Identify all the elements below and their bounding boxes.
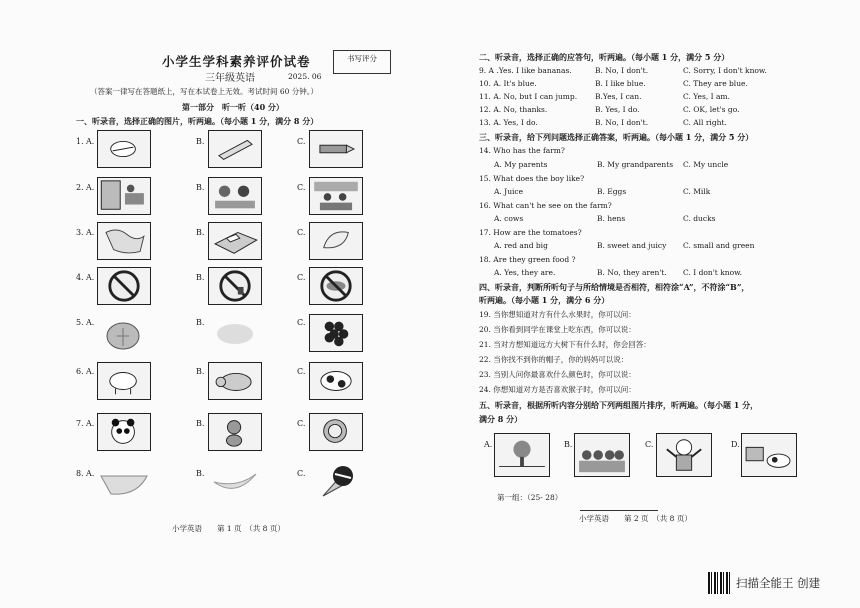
- option-label: A.: [86, 228, 95, 237]
- group-one-label: 第一组：（25- 28）: [497, 493, 563, 502]
- dining-icon: [208, 177, 262, 215]
- option-label: B.: [196, 273, 205, 282]
- crowd-icon: [574, 433, 630, 477]
- section-five-heading: 五、听录音，根据所听内容分别给下列两组图片排序，听两遍。（每小题 1 分，: [479, 400, 759, 410]
- picture-label: B.: [564, 440, 573, 449]
- option-label: B.: [196, 318, 205, 327]
- classroom-icon: [309, 177, 363, 215]
- answer-option: C. Milk: [683, 187, 711, 196]
- answer-option: B. I like blue.: [595, 79, 646, 88]
- tree-icon: [494, 433, 550, 477]
- lion-icon: [309, 413, 363, 451]
- answer-option: B. My grandparents: [597, 160, 674, 169]
- answer-option: A. Juice: [494, 187, 524, 196]
- writing-score-box: 书写评分: [333, 50, 391, 74]
- picture-label: A.: [484, 440, 493, 449]
- question-number: 4.: [76, 273, 84, 282]
- answer-option: C. All right.: [683, 118, 727, 127]
- page-2: [430, 0, 860, 608]
- option-label: A.: [86, 469, 95, 478]
- part-one-heading: 第一部分 听一听（40 分）: [182, 102, 284, 112]
- option-label: C.: [297, 273, 306, 282]
- page-footer: 小学英语 第 2 页 （共 8 页）: [579, 514, 692, 523]
- answer-option: C. My uncle: [683, 160, 729, 169]
- answer-option: C. I don't know.: [683, 268, 742, 277]
- answer-option: 13. A. Yes, I do.: [479, 118, 538, 127]
- no-food-icon: [309, 267, 363, 305]
- sheep-icon: [97, 362, 151, 400]
- option-label: C.: [297, 183, 306, 192]
- banana-icon: [208, 462, 262, 500]
- grapes-icon: [309, 314, 363, 352]
- option-label: C.: [297, 419, 306, 428]
- question-number: 2.: [76, 183, 84, 192]
- pencil-icon: [309, 130, 363, 168]
- answer-option: 12. A. No, thanks.: [479, 105, 548, 114]
- section-five-heading-cont: 满分 8 分）: [479, 414, 523, 424]
- exam-date: 2025. 06: [288, 72, 322, 81]
- section-four-heading: 四、听录音，判断所听句子与所给情境是否相符，相符涂“A”，不符涂“B”，: [479, 282, 750, 292]
- option-label: B.: [196, 419, 205, 428]
- no-noise-icon: [97, 267, 151, 305]
- section-two-heading: 二、听录音，选择正确的应答句，听两遍。（每小题 1 分，满分 5 分）: [479, 52, 730, 62]
- answer-option: 10. A. It's blue.: [479, 79, 537, 88]
- answer-option: 9. A .Yes. I like bananas.: [479, 66, 572, 75]
- question-text: 14. Who has the farm?: [479, 146, 565, 155]
- picture-label: C.: [645, 440, 654, 449]
- situation-item: 20. 当你看到同学在课堂上吃东西，你可以说：: [479, 325, 636, 334]
- answer-option: B. No, I don't.: [595, 66, 649, 75]
- leaf-icon: [309, 222, 363, 260]
- option-label: A.: [86, 318, 95, 327]
- situation-item: 22. 当你找不到你的帽子，你的妈妈可以说：: [479, 355, 629, 364]
- ruler-icon: [208, 130, 262, 168]
- grade-label: 三年级英语: [205, 73, 255, 84]
- mango-icon: [208, 314, 262, 352]
- question-number: 7.: [76, 419, 84, 428]
- question-number: 1.: [76, 137, 84, 146]
- answer-option: 11. A. No, but I can jump.: [479, 92, 578, 101]
- option-label: C.: [297, 318, 306, 327]
- option-label: B.: [196, 228, 205, 237]
- answer-option: A. My parents: [494, 160, 548, 169]
- situation-item: 23. 当别人问你最喜欢什么颜色时，你可以说：: [479, 370, 636, 379]
- answer-option: B. No, they aren't.: [597, 268, 667, 277]
- section-four-heading-cont: 听两遍。（每小题 1 分，满分 6 分）: [479, 295, 610, 305]
- no-litter-icon: [208, 267, 262, 305]
- option-label: B.: [196, 469, 205, 478]
- answer-option: C. ducks: [683, 214, 716, 223]
- section-three-heading: 三、听录音，给下列问题选择正确答案，听两遍。（每小题 1 分，满分 5 分）: [479, 132, 754, 142]
- panda-icon: [97, 413, 151, 451]
- option-label: B.: [196, 183, 205, 192]
- question-number: 3.: [76, 228, 84, 237]
- question-text: 15. What does the boy like?: [479, 174, 585, 183]
- library-icon: [97, 177, 151, 215]
- hamimelon-icon: [97, 462, 151, 500]
- exam-title: 小学生学科素养评价试卷: [162, 54, 311, 69]
- answer-option: A. Yes, they are.: [494, 268, 556, 277]
- section-one-heading: 一、听录音，选择正确的图片，听两遍。（每小题 1 分，满分 8 分）: [76, 116, 319, 126]
- exam-note: （答案一律写在答题纸上，写在本试卷上无效。考试时间 60 分钟。）: [90, 87, 319, 96]
- answer-option: C. small and green: [683, 241, 755, 250]
- qr-code-icon: [708, 572, 730, 594]
- answer-option: B.Yes, I can.: [595, 92, 642, 101]
- question-number: 6.: [76, 367, 84, 376]
- option-label: C.: [297, 469, 306, 478]
- option-label: C.: [297, 137, 306, 146]
- answer-option: A. red and big: [494, 241, 548, 250]
- picture-label: D.: [731, 440, 740, 449]
- situation-item: 24. 你想知道对方是否喜欢猴子时，你可以问：: [479, 385, 636, 394]
- answer-option: C. They are blue.: [683, 79, 748, 88]
- answer-option: B. hens: [597, 214, 626, 223]
- option-label: C.: [297, 228, 306, 237]
- answer-option: B. No, I don't.: [595, 118, 649, 127]
- answer-option: A. cows: [494, 214, 524, 223]
- option-label: A.: [86, 273, 95, 282]
- option-label: C.: [297, 367, 306, 376]
- answer-option: C. Sorry, I don't know.: [683, 66, 767, 75]
- option-label: A.: [86, 183, 95, 192]
- answer-option: B. Eggs: [597, 187, 627, 196]
- answer-option: B. Yes, I do.: [595, 105, 640, 114]
- situation-item: 21. 当对方想知道远方大树下有什么时，你会回答：: [479, 340, 651, 349]
- question-number: 5.: [76, 318, 84, 327]
- map-icon: [97, 222, 151, 260]
- answer-option: B. sweet and juicy: [597, 241, 667, 250]
- desk-icon: [208, 222, 262, 260]
- monkey-icon: [208, 413, 262, 451]
- group-one-answer-blank: [580, 492, 658, 511]
- page-footer: 小学英语 第 1 页 （共 8 页）: [172, 524, 285, 533]
- pineapple-icon: [97, 314, 151, 352]
- option-label: A.: [86, 419, 95, 428]
- pig-icon: [208, 362, 262, 400]
- scanner-watermark: 扫描全能王 创建: [736, 576, 821, 590]
- option-label: B.: [196, 137, 205, 146]
- question-number: 8.: [76, 469, 84, 478]
- eraser-icon: [97, 130, 151, 168]
- question-text: 16. What can't he see on the farm?: [479, 201, 612, 210]
- answer-option: C. OK, let's go.: [683, 105, 740, 114]
- answer-option: C. Yes, I am.: [683, 92, 730, 101]
- option-label: A.: [86, 367, 95, 376]
- question-text: 18. Are they green food ?: [479, 255, 576, 264]
- icecream-icon: [309, 462, 363, 500]
- farm-icon: [741, 433, 797, 477]
- cow-icon: [309, 362, 363, 400]
- question-text: 17. How are the tomatoes?: [479, 228, 582, 237]
- situation-item: 19. 当你想知道对方有什么水果时，你可以问：: [479, 310, 636, 319]
- boy-icon: [656, 433, 712, 477]
- option-label: A.: [86, 137, 95, 146]
- option-label: B.: [196, 367, 205, 376]
